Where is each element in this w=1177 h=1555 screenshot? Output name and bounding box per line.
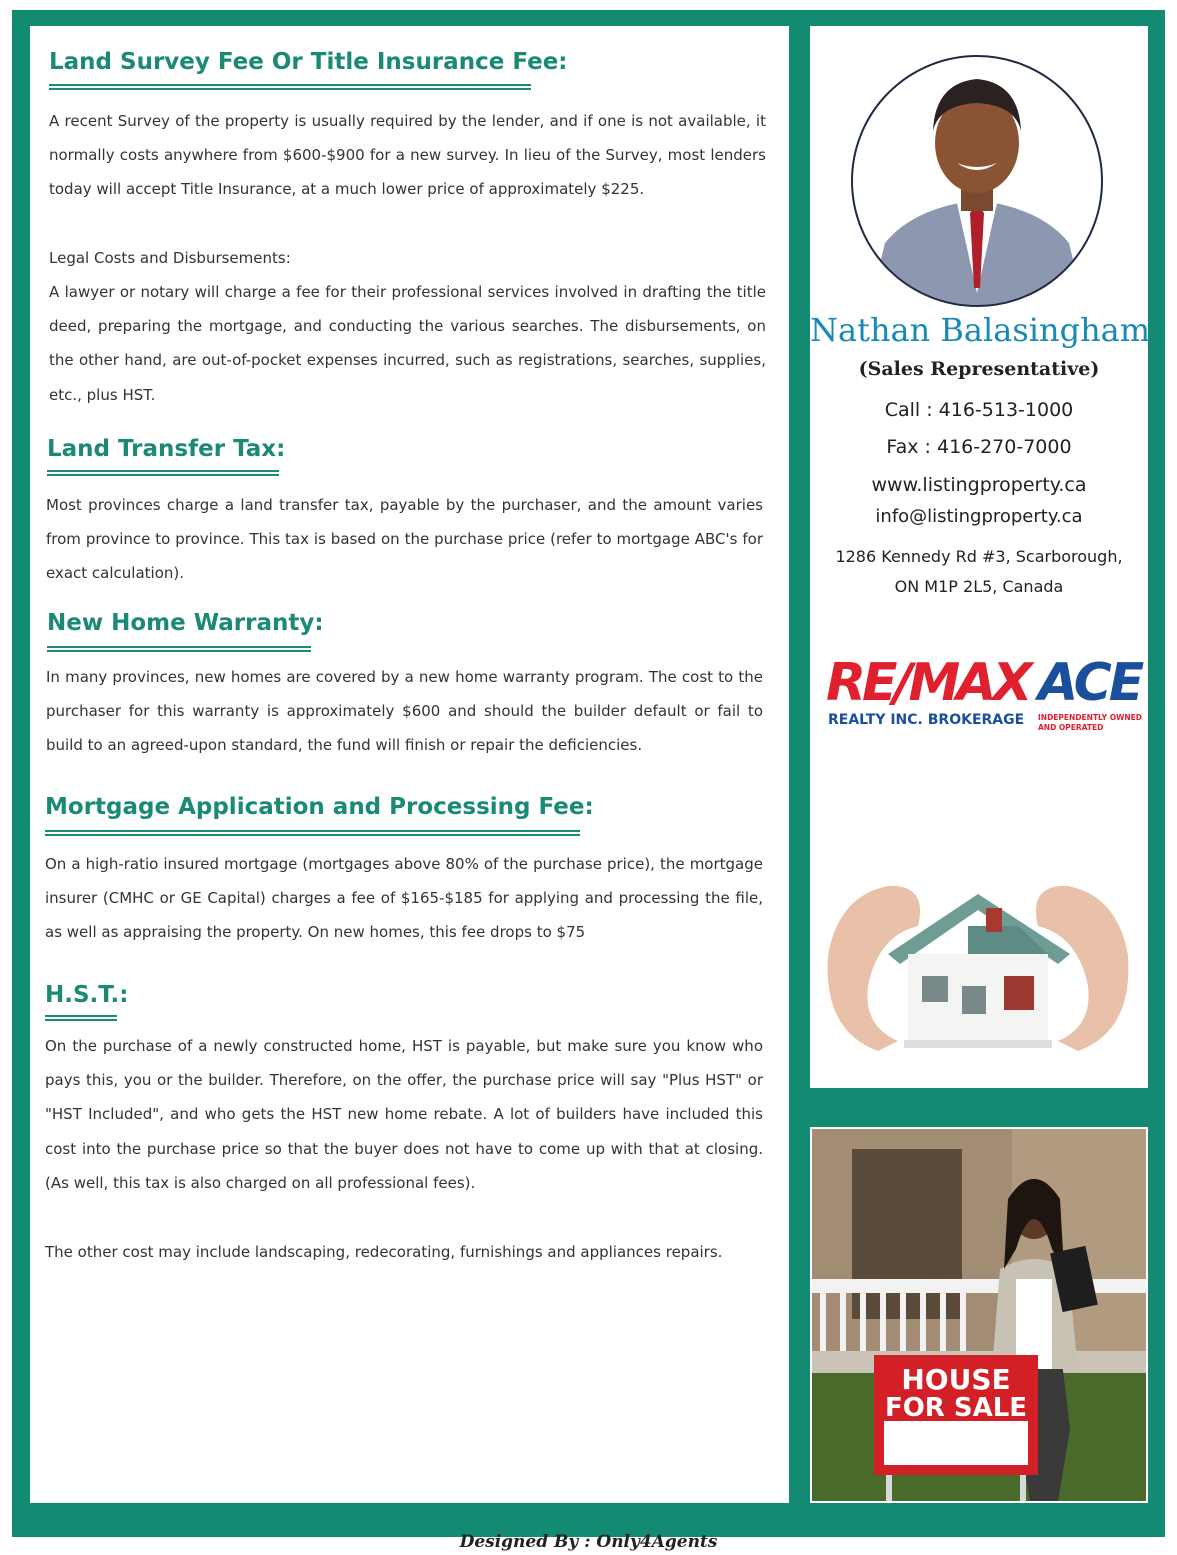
hst-underline (45, 1015, 117, 1021)
mortgage-fee-body: On a high-ratio insured mortgage (mortgages above 80% of the purchase price), the mortgage insurer (CMHC or GE Capital) charges a fee of $165-$185 for applying and processing the file, as well as appraising the property. On new homes, this fee drops to $75 (45, 855, 763, 942)
agent-address-line2: ON M1P 2L5, Canada (894, 577, 1064, 596)
survey-body: A recent Survey of the property is usually required by the lender, and if one is not available, it normally costs anywhere from $600-$900 for a new survey. In lieu of the Survey, most lenders today will accept Title Insurance, at a much lower price of approximately $225. (49, 112, 766, 199)
mortgage-fee-underline (45, 830, 580, 836)
hst-heading: H.S.T.: (45, 982, 129, 1008)
legal-subheading: Legal Costs and Disbursements: (49, 249, 291, 267)
agent-fax: Fax : 416-270-7000 (886, 436, 1072, 458)
agent-portrait (849, 53, 1105, 309)
hst-body: On the purchase of a newly constructed home, HST is payable, but make sure you know who pays this, you or the builder. Therefore, on the offer, the purchase price will say "Plus HST" or "HST Included", and who gets the HST new home rebate. A lot of builders have included this cost into the purchase price so that the buyer does not have to come up with that at closing. (As well, this tax is also charged on all professional fees). (45, 1037, 763, 1192)
agent-email[interactable]: info@listingproperty.ca (875, 506, 1083, 527)
agent-website[interactable]: www.listingproperty.ca (871, 474, 1087, 496)
sign-text-for-sale: FOR SALE (884, 1393, 1028, 1423)
house-for-sale-photo (810, 1127, 1148, 1503)
agent-name: Nathan Balasingham (810, 311, 1151, 349)
remax-ace-suffix: ACE (1038, 653, 1142, 713)
warranty-heading: New Home Warranty: (47, 610, 324, 636)
transfer-tax-heading: Land Transfer Tax: (47, 436, 286, 462)
footer-credit: Designed By : Only4Agents (459, 1532, 718, 1552)
sign-text-house: HOUSE (901, 1363, 1011, 1396)
hst-closing: The other cost may include landscaping, redecorating, furnishings and appliances repairs. (45, 1243, 723, 1261)
survey-heading-underline (49, 84, 531, 90)
agent-title: (Sales Representative) (858, 358, 1100, 380)
legal-body: A lawyer or notary will charge a fee for their professional services involved in drafting the title deed, preparing the mortgage, and conducting the various searches. The disbursements, on the other hand, are out-of-pocket expenses incurred, such as registrations, searches, supplies, etc., plus HST. (49, 283, 766, 404)
remax-tagline (1038, 713, 1142, 733)
hands-house-illustration (818, 836, 1138, 1072)
warranty-body: In many provinces, new homes are covered by a new home warranty program. The cost to the purchaser for this warranty is approximately $600 and should the builder default or fail to build to an agreed-upon standard, the fund will finish or repair the deficiencies. (46, 668, 763, 755)
remax-tagline-1: INDEPENDENTLY OWNED (1038, 713, 1142, 722)
survey-heading: Land Survey Fee Or Title Insurance Fee: (49, 49, 568, 75)
agent-address-line1: 1286 Kennedy Rd #3, Scarborough, (835, 547, 1123, 566)
warranty-underline (47, 646, 311, 652)
house-for-sale-scene (812, 1129, 1146, 1501)
remax-brand: RE/MAX (826, 653, 1029, 713)
remax-tagline-2: AND OPERATED (1038, 723, 1104, 732)
remax-brokerage: REALTY INC. BROKERAGE (828, 712, 1025, 728)
transfer-tax-body: Most provinces charge a land transfer tax, payable by the purchaser, and the amount varies from province to province. This tax is based on the purchase price (refer to mortgage ABC's for exact calculation). (46, 496, 763, 583)
remax-ace-logo (826, 654, 1142, 738)
transfer-tax-underline (47, 470, 279, 476)
agent-phone[interactable]: Call : 416-513-1000 (884, 399, 1074, 421)
mortgage-fee-heading: Mortgage Application and Processing Fee: (45, 794, 594, 820)
